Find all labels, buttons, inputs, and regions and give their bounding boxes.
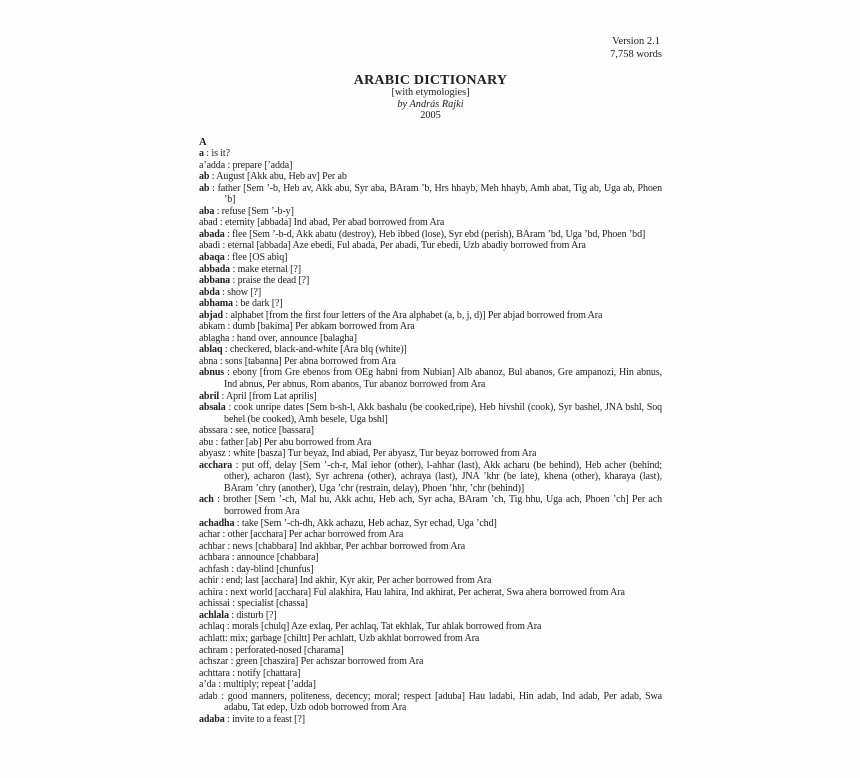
entry-headword: achir xyxy=(199,575,219,587)
entry-headword: achar xyxy=(199,529,221,541)
entry-body: : see, notice [bassara] xyxy=(227,425,314,437)
entry-body: : April [from Lat aprilis] xyxy=(219,390,317,402)
entry-body: : dumb [bakima] Per abkam borrowed from Ara xyxy=(225,321,415,333)
entry-body: : August [Akk abu, Heb av] Per ab xyxy=(209,171,347,183)
entry-headword: acchara xyxy=(199,459,233,471)
entry-body: : show [?] xyxy=(219,286,262,298)
dictionary-entry xyxy=(199,518,662,530)
dictionary-entry xyxy=(199,344,662,356)
entry-body: : morals [chulq] Aze exlaq, Per achlaq, Tat ekhlak, Tur ahlak borrowed from Ara xyxy=(224,621,542,633)
entry-body: : other [acchara] Per achar borrowed from Ara xyxy=(220,529,404,541)
version-block xyxy=(199,35,662,61)
dictionary-entry xyxy=(199,391,662,403)
entry-headword: achadha xyxy=(199,517,235,529)
word-count-label: 7,758 words xyxy=(610,49,662,60)
entry-headword: abhama xyxy=(199,298,233,310)
entry-body: : multiply; repeat [’adda] xyxy=(215,679,316,691)
dictionary-entry xyxy=(199,587,662,599)
dictionary-entry xyxy=(199,679,662,691)
entry-headword: aba xyxy=(199,205,215,217)
entry-headword: achissai xyxy=(199,598,230,610)
entry-headword: ablagha xyxy=(199,332,230,344)
entry-headword: achszar xyxy=(199,656,229,668)
entry-headword: achbara xyxy=(199,552,230,564)
dictionary-entry xyxy=(199,171,662,183)
dictionary-entry xyxy=(199,633,662,645)
entry-headword: abbana xyxy=(199,275,231,287)
entry-body: : make eternal [?] xyxy=(230,263,301,275)
entry-headword: adab xyxy=(199,690,218,702)
dictionary-entry xyxy=(199,229,662,241)
entry-headword: achlala xyxy=(199,609,229,621)
entry-headword: ach xyxy=(199,494,214,506)
dictionary-entry xyxy=(199,691,662,714)
dictionary-entry xyxy=(199,183,662,206)
section-letter: A xyxy=(199,136,207,148)
entry-body: : mix; garbage [chiltt] Per achlatt, Uzb akhlat borrowed from Ara xyxy=(224,633,480,645)
entry-body: : put off, delay [Sem ’-ch-r, Mal iehor (other), l-ahhar (last), Akk acharu (be behind), Heb acher (behind; other), acharon (last), Syr achrena (other), achraya (last), JNA ’khr (be late), khena (other), kharaya (last), BAram ’chry (another), Uga ’chr (restrain, delay), Phoen ’hhr, ’chr (behind)] xyxy=(224,459,662,494)
entry-body: : cook unripe dates [Sem b-sh-l, Akk bashalu (be cooked,ripe), Heb hivshil (cook), Syr bashel, JNA bshl, Soq behel (be cooked), Amh besele, Uga bshl] xyxy=(224,402,662,425)
dictionary-entry xyxy=(199,206,662,218)
entry-body: : day-blind [chunfus] xyxy=(228,563,314,575)
entry-headword: abna xyxy=(199,355,218,367)
dictionary-entry xyxy=(199,621,662,633)
entry-body: : hand over, announce [balagha] xyxy=(229,332,357,344)
entry-headword: a’da xyxy=(199,679,216,691)
dictionary-entry xyxy=(199,575,662,587)
entry-body: : brother [Sem ’-ch, Mal hu, Akk achu, Heb ach, Syr acha, BAram ’ch, Tig hhu, Uga ach, Phoen ’ch] Per ach borrowed from Ara xyxy=(213,494,662,517)
document-year: 2005 xyxy=(420,110,441,121)
entry-body: : flee [Sem ’-b-d, Akk abatu (destroy), Heb ibbed (lose), Syr ebd (perish), BAram ’bd, Uga ’bd, Phoen ’bd] xyxy=(224,228,646,240)
dictionary-entry xyxy=(199,275,662,287)
document-header xyxy=(199,74,662,122)
entry-body: : good manners, politeness, decency; moral; respect [aduba] Hau ladabi, Hin adab, Ind adab, Per adab, Swa adabu, Tat edep, Uzb odob borrowed from Ara xyxy=(217,690,662,714)
entry-body: : prepare [’adda] xyxy=(225,159,293,171)
entry-headword: ab xyxy=(199,182,210,194)
entry-headword: abkam xyxy=(199,321,226,333)
document-byline: by András Rajki xyxy=(397,98,464,110)
document-title: ARABIC DICTIONARY xyxy=(353,73,508,88)
dictionary-entry xyxy=(199,160,662,172)
document-content-column xyxy=(199,0,662,725)
dictionary-entry xyxy=(199,529,662,541)
entry-body: : notify [chattara] xyxy=(229,667,301,679)
dictionary-entry xyxy=(199,148,662,160)
entry-body: : invite to a feast [?] xyxy=(224,713,305,725)
entry-body: : green [chaszira] Per achszar borrowed from Ara xyxy=(228,656,424,668)
dictionary-entry xyxy=(199,367,662,390)
entry-headword: absala xyxy=(199,402,226,414)
dictionary-entry xyxy=(199,437,662,449)
dictionary-entry xyxy=(199,448,662,460)
entry-headword: achttara xyxy=(199,667,230,679)
entry-body: : flee [OS abiq] xyxy=(224,251,288,263)
dictionary-entry xyxy=(199,240,662,252)
entry-headword: achfash xyxy=(199,563,229,575)
entry-headword: ab xyxy=(199,171,210,183)
dictionary-entry xyxy=(199,598,662,610)
entry-headword: abyasz xyxy=(199,448,226,460)
entry-headword: ablaq xyxy=(199,344,223,356)
dictionary-entry xyxy=(199,333,662,345)
dictionary-entry xyxy=(199,298,662,310)
version-label: Version 2.1 xyxy=(612,36,660,47)
entry-headword: abnus xyxy=(199,367,225,379)
entry-body: : father [Sem ’-b, Heb av, Akk abu, Syr aba, BAram ’b, Hrs hhayb, Meh hhayb, Amh abat, Tig ab, Uga ab, Phoen ’b] xyxy=(209,182,662,206)
dictionary-entry xyxy=(199,217,662,229)
dictionary-entry xyxy=(199,714,662,726)
entry-body: : take [Sem ’-ch-dh, Akk achazu, Heb achaz, Syr echad, Uga ’chd] xyxy=(234,517,497,529)
entry-headword: achlaq xyxy=(199,621,225,633)
dictionary-entry xyxy=(199,310,662,322)
dictionary-entries xyxy=(199,148,662,725)
dictionary-entry xyxy=(199,645,662,657)
entry-body: : be dark [?] xyxy=(232,298,283,310)
dictionary-entry xyxy=(199,287,662,299)
entry-headword: achram xyxy=(199,644,228,656)
entry-headword: achlatt xyxy=(199,633,225,645)
entry-headword: abaqa xyxy=(199,251,225,263)
dictionary-entry xyxy=(199,321,662,333)
dictionary-entry xyxy=(199,564,662,576)
entry-headword: abada xyxy=(199,228,225,240)
dictionary-entry xyxy=(199,494,662,517)
entry-headword: abu xyxy=(199,436,214,448)
entry-body: : disturb [?] xyxy=(228,609,277,621)
dictionary-entry xyxy=(199,402,662,425)
entry-body: : perforated-nosed [charama] xyxy=(227,644,344,656)
entry-body: : refuse [Sem ’-b-y] xyxy=(214,205,294,217)
entry-headword: abjad xyxy=(199,309,223,321)
entry-body: : eternity [abbada] Ind abad, Per abad borrowed from Ara xyxy=(217,217,445,229)
entry-headword: achbar xyxy=(199,540,226,552)
entry-body: : ebony [from Gre ebenos from OEg habni from Nubian] Alb abanoz, Bul abanos, Gre ampanozi, Hin abnus, Ind abnus, Per abnus, Rom abanos, Tur abanoz borrowed from Ara xyxy=(224,367,662,390)
entry-body: : end; last [acchara] Ind akhir, Kyr akir, Per acher borrowed from Ara xyxy=(218,575,492,587)
entry-body: : checkered, black-and-white [Ara blq (white)] xyxy=(222,344,407,356)
entry-headword: a’adda xyxy=(199,159,226,171)
entry-body: : eternal [abbada] Aze ebedi, Ful abada, Per abadi, Tur ebedi, Uzb abadiy borrowed from Ara xyxy=(220,240,586,252)
entry-headword: achira xyxy=(199,586,223,598)
entry-body: : is it? xyxy=(203,148,230,160)
entry-body: : announce [chabbara] xyxy=(229,552,319,564)
entry-headword: abbada xyxy=(199,263,231,275)
entry-headword: abadi xyxy=(199,240,221,252)
entry-headword: abad xyxy=(199,217,218,229)
entry-headword: abssara xyxy=(199,425,228,437)
entry-body: : white [basza] Tur beyaz, Ind abiad, Per abyasz, Tur beyaz borrowed from Ara xyxy=(225,448,537,460)
dictionary-entry xyxy=(199,552,662,564)
document-subtitle: [with etymologies] xyxy=(391,87,470,98)
entry-body: : father [ab] Per abu borrowed from Ara xyxy=(213,436,372,448)
dictionary-entry xyxy=(199,541,662,553)
version-info xyxy=(610,35,662,61)
dictionary-entry xyxy=(199,252,662,264)
entry-body: : news [chabbara] Ind akhbar, Per achbar borrowed from Ara xyxy=(225,540,466,552)
entry-headword: adaba xyxy=(199,713,225,725)
entry-headword: abril xyxy=(199,390,220,402)
entry-body: : alphabet [from the first four letters of the Ara alphabet (a, b, j, d)] Per abjad borrowed from Ara xyxy=(222,309,603,321)
dictionary-entry xyxy=(199,425,662,437)
dictionary-entry xyxy=(199,460,662,495)
entry-body: : specialist [chassa] xyxy=(229,598,308,610)
dictionary-entry xyxy=(199,264,662,276)
entry-body: : sons [tabanna] Per abna borrowed from Ara xyxy=(217,355,396,367)
dictionary-entry xyxy=(199,656,662,668)
entry-body: : next world [acchara] Ful alakhira, Hau lahira, Ind akhirat, Per acherat, Swa ahera borrowed from Ara xyxy=(222,586,625,598)
entry-headword: a xyxy=(199,148,204,160)
entry-body: : praise the dead [?] xyxy=(230,275,310,287)
dictionary-entry xyxy=(199,668,662,680)
dictionary-entry xyxy=(199,610,662,622)
dictionary-entry xyxy=(199,356,662,368)
entry-headword: abda xyxy=(199,286,220,298)
